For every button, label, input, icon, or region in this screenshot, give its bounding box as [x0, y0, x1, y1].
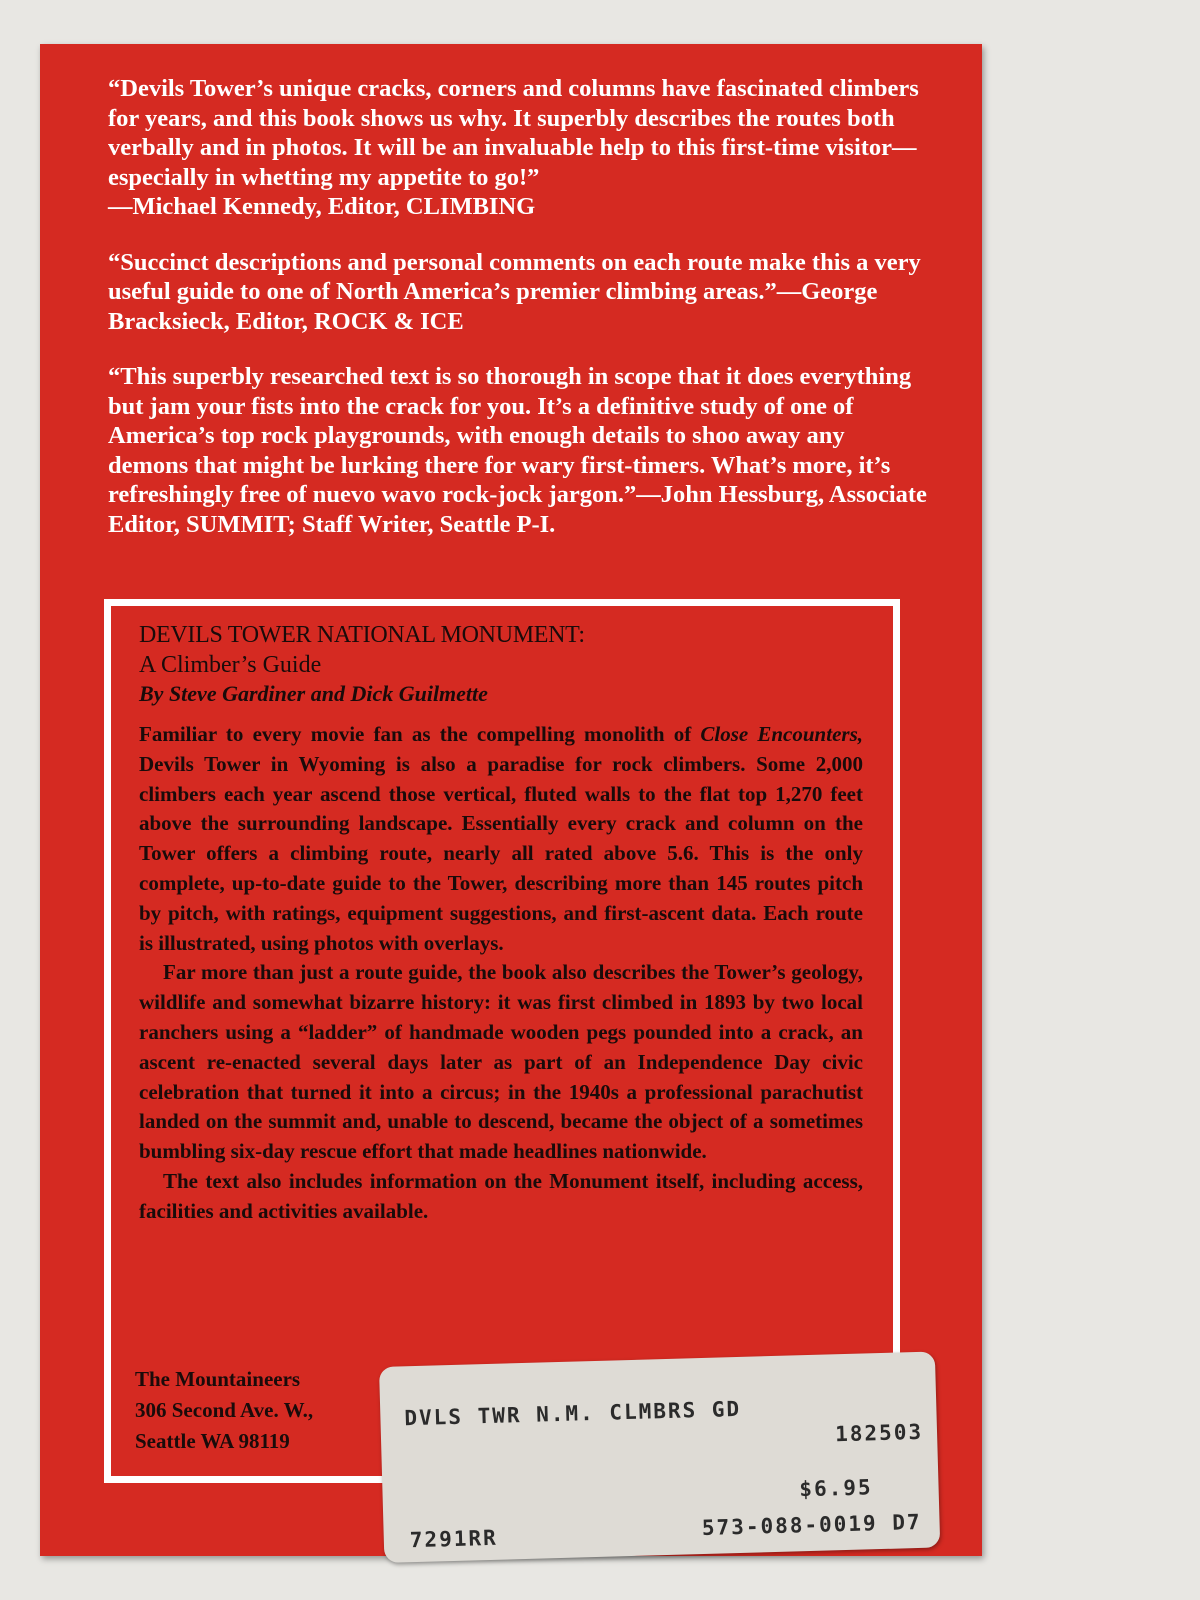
review-quote: [108, 362, 928, 539]
para1-end: Devils Tower in Wyoming is also a paradise for rock climbers. Some 2,000 climbers each year ascend those vertical, fluted walls to the flat top 1,270 feet above the surrounding landscape. Essentially every crack and column on the Tower offers a climbing route, nearly all rated above 5.6. This is the only complete, up-to-date guide to the Tower, describing more than 145 routes pitch by pitch, with ratings, equipment suggestions, and first-ascent data. Each route is illustrated, using photos with overlays.: [139, 751, 863, 955]
description-paragraph-2: Far more than just a route guide, the book also describes the Tower’s geology, wildlife and somewhat bizarre history: it was first climbed in 1893 by two local ranchers using a “ladder” of handmade wooden pegs pounded into a crack, an ascent re-enacted several days later as part of an Independence Day civic celebration that turned it into a circus; in the 1940s a professional parachutist landed on the summit and, unable to descend, became the object of a sometimes bumbling six-day rescue effort that made headlines nationwide.: [139, 960, 863, 1164]
publisher-name: The Mountaineers: [135, 1367, 301, 1391]
sticker-title: DVLS TWR N.M. CLMBRS GD: [404, 1396, 742, 1431]
book-subtitle: A Climber’s Guide: [139, 652, 322, 678]
book-description-panel: [104, 599, 900, 1483]
review-quote: [108, 248, 928, 337]
price-sticker: [379, 1351, 940, 1562]
publisher-city: Seattle WA 98119: [135, 1429, 290, 1453]
sticker-price: $6.95: [799, 1475, 873, 1502]
quote-text: “Devils Tower’s unique cracks, corners and columns have fascinated climbers for years, and this book shows us why. It superbly describes the routes both verbally and in photos. It will be an invaluable help to this first-time visitor—especially in whetting my appetite to go!”: [108, 75, 919, 191]
description-paragraph-3: The text also includes information on the Monument itself, including access, facilities and activities available.: [139, 1168, 863, 1223]
quote-text: “This superbly researched text is so thorough in scope that it does everything but jam your fists into the crack for you. It’s a definitive study of one of America’s top rock playgrounds, with enough details to shoo away any demons that might be lurking there for wary first-timers. What’s more, it’s refreshingly free of nuevo wavo rock-jock jargon.”: [108, 363, 912, 508]
description-paragraph-1: [139, 720, 863, 958]
review-quote: [108, 74, 928, 222]
description-content: [139, 620, 863, 1227]
quote-attribution: —George Bracksieck, Editor, ROCK & ICE: [108, 278, 878, 335]
para1-start: Familiar to every movie fan as the compelling monolith of: [139, 722, 701, 746]
review-quotes: [108, 74, 928, 565]
book-title: DEVILS TOWER NATIONAL MONUMENT:: [139, 622, 585, 648]
quote-attribution: —Michael Kennedy, Editor, CLIMBING: [108, 193, 536, 220]
sticker-code: 182503: [834, 1419, 924, 1447]
publisher-street: 306 Second Ave. W.,: [135, 1398, 314, 1422]
quote-text: “Succinct descriptions and personal comments on each route make this a very useful guide to one of North America’s premier climbing areas.”: [108, 248, 921, 305]
book-authors: By Steve Gardiner and Dick Guilmette: [139, 681, 488, 706]
book-back-cover: [40, 44, 982, 1556]
publisher-address: [135, 1364, 313, 1457]
sticker-isbn-code: 573-088-0019 D7: [701, 1509, 922, 1541]
sticker-stock-code: 7291RR: [409, 1525, 499, 1553]
film-title: Close Encounters,: [700, 722, 863, 746]
quote-attribution: —John Hessburg, Associate Editor, SUMMIT; Staff Writer, Seattle P-I.: [108, 481, 927, 538]
